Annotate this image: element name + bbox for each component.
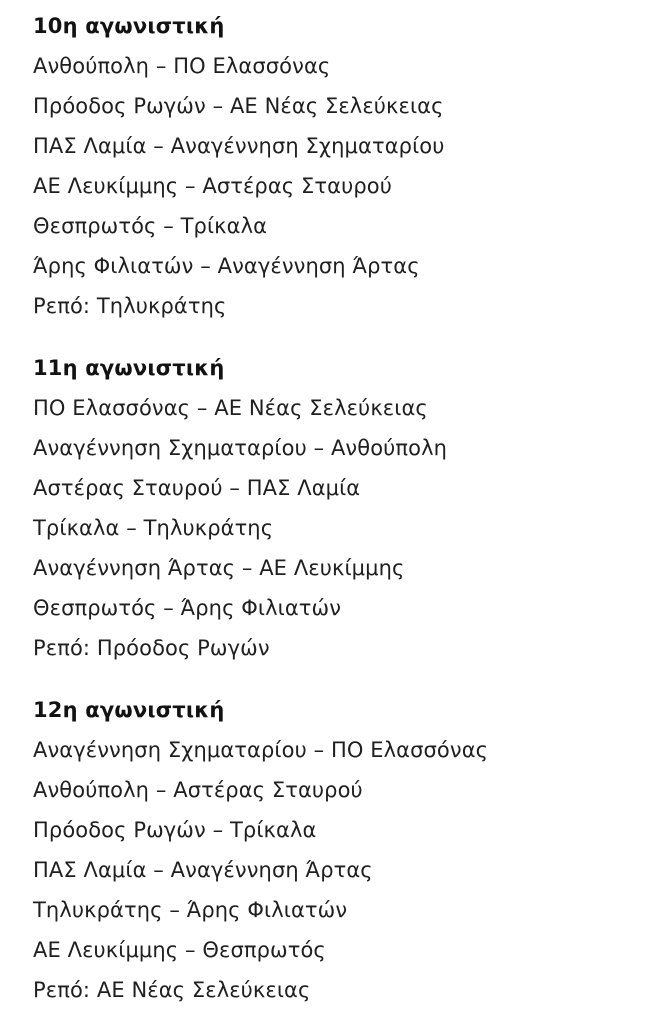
fixture-item: Θεσπρωτός – Τρίκαλα xyxy=(33,214,268,238)
matchday-section-12 xyxy=(33,690,628,1010)
fixture-item: Ανθούπολη – Αστέρας Σταυρού xyxy=(33,778,363,802)
fixture-item: Αναγέννηση Σχηματαρίου – Ανθούπολη xyxy=(33,436,448,460)
fixture-list xyxy=(33,388,628,668)
fixture-item: Άρης Φιλιατών – Αναγέννηση Άρτας xyxy=(33,254,420,278)
fixture-item: ΑΕ Λευκίμμης – Θεσπρωτός xyxy=(33,938,326,962)
fixture-item: ΑΕ Λευκίμμης – Αστέρας Σταυρού xyxy=(33,174,392,198)
bye-item: Ρεπό: Πρόοδος Ρωγών xyxy=(33,636,270,660)
matchday-section-10 xyxy=(33,6,628,326)
fixture-item: Θεσπρωτός – Άρης Φιλιατών xyxy=(33,596,342,620)
fixture-item: Πρόοδος Ρωγών – Τρίκαλα xyxy=(33,818,317,842)
fixture-item: Πρόοδος Ρωγών – ΑΕ Νέας Σελεύκειας xyxy=(33,94,444,118)
matchday-title: 10η αγωνιστική xyxy=(33,14,225,38)
matchday-title: 11η αγωνιστική xyxy=(33,356,225,380)
fixture-list xyxy=(33,730,628,1010)
fixture-item: Αστέρας Σταυρού – ΠΑΣ Λαμία xyxy=(33,476,361,500)
matchday-section-11 xyxy=(33,348,628,668)
bye-item: Ρεπό: ΑΕ Νέας Σελεύκειας xyxy=(33,978,311,1002)
fixture-item: ΠΑΣ Λαμία – Αναγέννηση Σχηματαρίου xyxy=(33,134,445,158)
fixture-item: ΠΟ Ελασσόνας – ΑΕ Νέας Σελεύκειας xyxy=(33,396,428,420)
matchday-title: 12η αγωνιστική xyxy=(33,698,225,722)
fixture-item: ΠΑΣ Λαμία – Αναγέννηση Άρτας xyxy=(33,858,373,882)
fixture-item: Ανθούπολη – ΠΟ Ελασσόνας xyxy=(33,54,331,78)
bye-item: Ρεπό: Τηλυκράτης xyxy=(33,294,227,318)
fixture-item: Αναγέννηση Άρτας – ΑΕ Λευκίμμης xyxy=(33,556,405,580)
fixture-item: Αναγέννηση Σχηματαρίου – ΠΟ Ελασσόνας xyxy=(33,738,489,762)
fixture-item: Τρίκαλα – Τηλυκράτης xyxy=(33,516,274,540)
fixture-list xyxy=(33,46,628,326)
fixture-item: Τηλυκράτης – Άρης Φιλιατών xyxy=(33,898,348,922)
